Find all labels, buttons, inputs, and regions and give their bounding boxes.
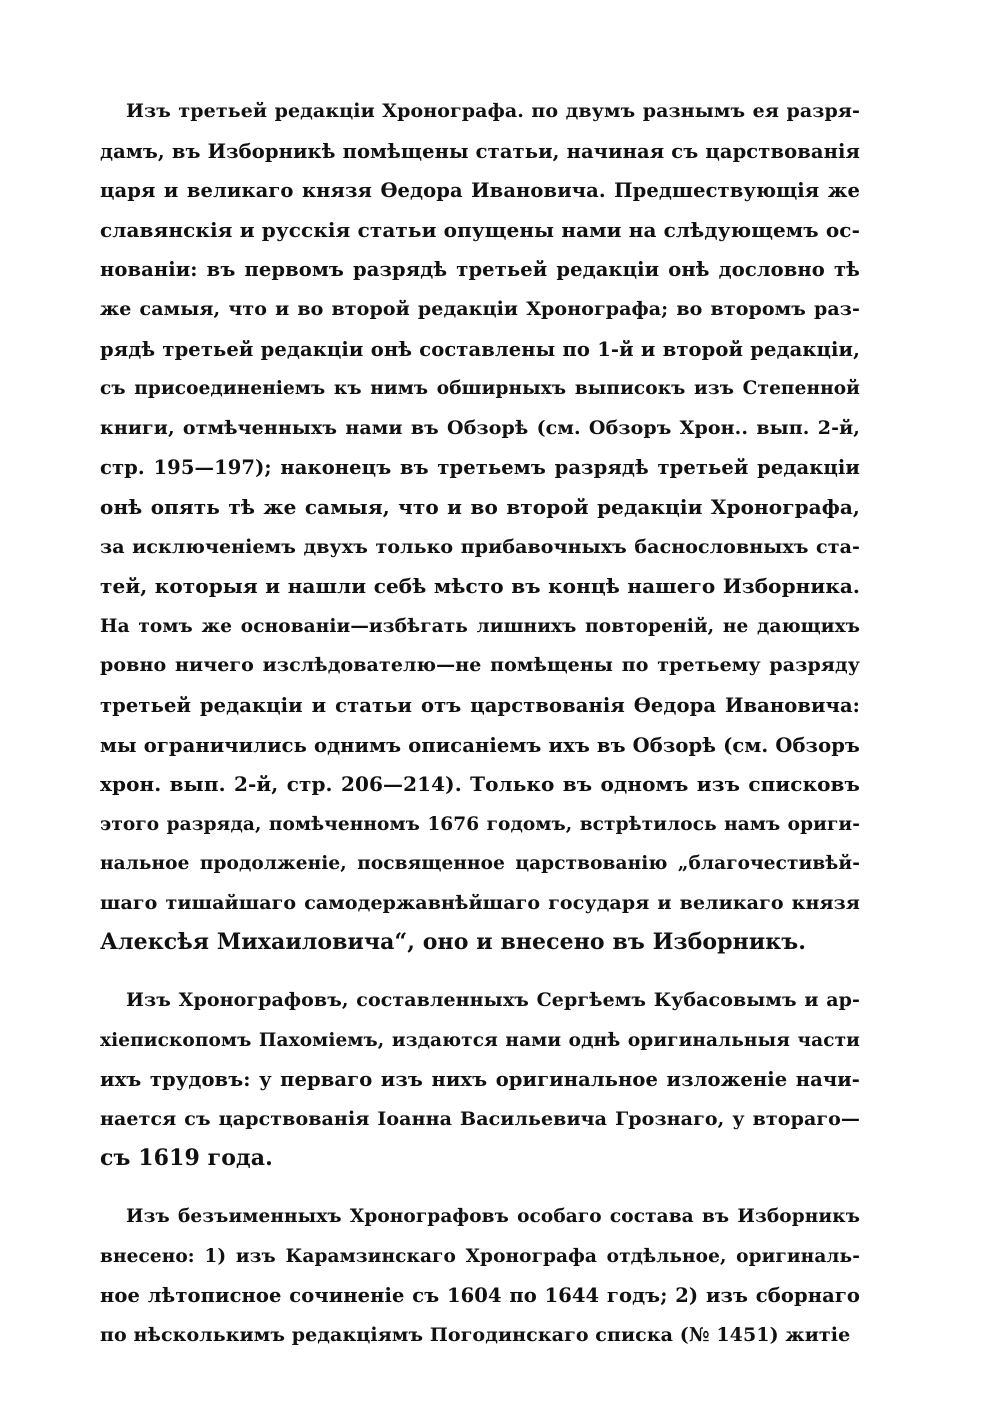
text-line: онѣ опять тѣ же самыя, что и во второй редакціи Хронографа, [100, 494, 860, 519]
paragraph [100, 92, 860, 963]
text-line: На томъ же основаніи—избѣгать лишнихъ повтореній, не дающихъ [100, 615, 860, 637]
text-line: Изъ третьей редакціи Хронографа. по двумъ разнымъ ея разря- [126, 100, 860, 122]
text-line: стр. 195—197); наконецъ въ третьемъ разрядѣ третьей редакціи [100, 456, 860, 480]
text-line: третьей редакціи и статьи отъ царствованія Ѳедора Ивановича: [100, 693, 860, 717]
text-line: дамъ, въ Изборникѣ помѣщены статьи, начиная съ царствованія [100, 139, 860, 163]
page-text [100, 92, 860, 1373]
text-line: тей, которыя и нашли себѣ мѣсто въ концѣ нашего Изборника. [100, 574, 860, 599]
text-line: хрон. вып. 2-й, стр. 206—214). Только въ одномъ изъ списковъ [100, 772, 860, 797]
text-line: Изъ безъименныхъ Хронографовъ особаго состава въ Изборникъ [126, 1206, 860, 1228]
text-line: Изъ Хронографовъ, составленныхъ Сергѣемъ Кубасовымъ и ар- [126, 989, 860, 1012]
text-line: книги, отмѣченныхъ нами въ Обзорѣ (см. Обзоръ Хрон.. вып. 2-й, [100, 416, 860, 439]
text-line: ровно ничего изслѣдователю—не помѣщены по третьему разряду [100, 654, 860, 677]
text-line: внесено: 1) изъ Карамзинскаго Хронографа отдѣльное, оригиналь- [100, 1245, 860, 1267]
text-line: же самыя, что и во второй редакціи Хронографа; во второмъ раз- [100, 297, 860, 320]
text-line: по нѣсколькимъ редакціямъ Погодинскаго списка (№ 1451) житіе [100, 1323, 851, 1346]
text-line: съ присоединеніемъ къ нимъ обширныхъ выписокъ изъ Степенной [100, 378, 860, 400]
text-line: съ 1619 года. [100, 1145, 273, 1172]
text-line: рядѣ третьей редакціи онѣ составлены по 1-й и второй редакціи, [100, 337, 860, 361]
text-line: нованіи: въ первомъ разрядѣ третьей редакціи онѣ дословно тѣ [100, 258, 860, 282]
text-line: за исключеніемъ двухъ только прибавочныхъ баснословныхъ ста- [100, 535, 860, 558]
text-line: царя и великаго князя Ѳедора Ивановича. Предшествующія же [100, 179, 860, 203]
text-line: хіепископомъ Пахоміемъ, издаются нами однѣ оригинальныя части [100, 1029, 860, 1051]
text-line: мы ограничились однимъ описаніемъ ихъ въ Обзорѣ (см. Обзоръ [100, 733, 860, 757]
text-line: нальное продолженіе, посвященное царствованію „благочестивѣй- [100, 853, 860, 875]
text-line: нается съ царствованія Іоанна Васильевича Грознаго, у втораго— [100, 1107, 860, 1130]
paragraph [100, 981, 860, 1179]
text-line: ихъ трудовъ: у перваго изъ нихъ оригинальное изложеніе начи- [100, 1068, 860, 1092]
paragraph [100, 1197, 860, 1355]
text-line: ное лѣтописное сочиненіе съ 1604 по 1644 годъ; 2) изъ сборнаго [100, 1284, 860, 1308]
text-line: этого разряда, помѣченномъ 1676 годомъ, встрѣтилось намъ ориги- [100, 813, 860, 835]
text-line: славянскія и русскія статьи опущены нами на слѣдующемъ ос- [100, 217, 860, 242]
text-line: шаго тишайшаго самодержавнѣйшаго государя и великаго князя [100, 891, 860, 914]
text-line: Алексѣя Михаиловича“, оно и внесено въ Изборникъ. [100, 929, 806, 956]
